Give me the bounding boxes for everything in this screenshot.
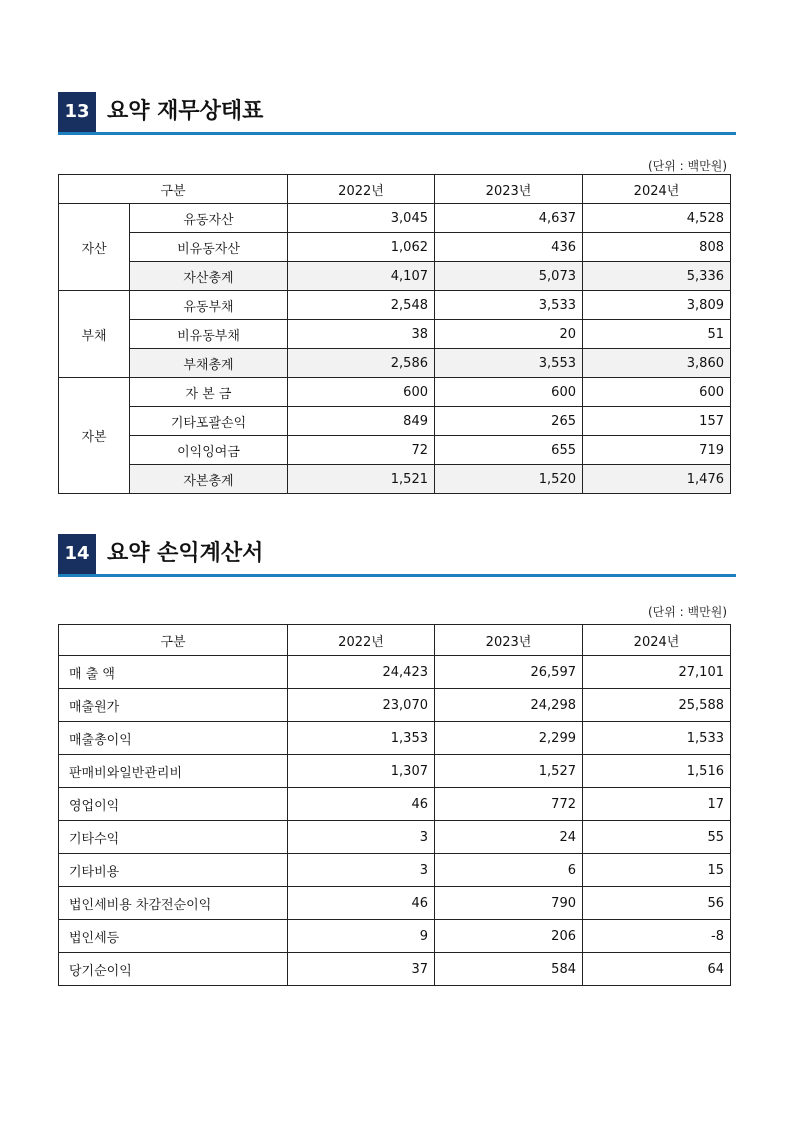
row-label: 기타비용	[59, 854, 288, 887]
cell-value: 1,516	[583, 755, 731, 788]
table-row	[59, 821, 731, 854]
cell-value: 1,307	[288, 755, 435, 788]
cell-value: 46	[288, 788, 435, 821]
cell-value: 772	[435, 788, 583, 821]
cell-value: 23,070	[288, 689, 435, 722]
cell-value: 600	[288, 378, 435, 407]
cell-value: 37	[288, 953, 435, 986]
row-label: 기타포괄손익	[130, 407, 288, 436]
section-title: 요약 손익계산서	[107, 541, 264, 566]
cell-value: 655	[435, 436, 583, 465]
group-label: 자본	[59, 378, 130, 494]
cell-value: 56	[583, 887, 731, 920]
cell-value: 3,045	[288, 204, 435, 233]
cell-value: -8	[583, 920, 731, 953]
group-label: 자산	[59, 204, 130, 291]
cell-value: 3	[288, 821, 435, 854]
cell-value: 2,586	[288, 349, 435, 378]
table-row	[59, 920, 731, 953]
cell-value: 2,548	[288, 291, 435, 320]
cell-value: 3,809	[583, 291, 731, 320]
table-row	[59, 407, 731, 436]
cell-value: 3	[288, 854, 435, 887]
section-divider	[58, 574, 736, 577]
income-statement-header	[58, 534, 736, 578]
cell-value: 436	[435, 233, 583, 262]
cell-value: 64	[583, 953, 731, 986]
cell-value: 1,520	[435, 465, 583, 494]
cell-value: 808	[583, 233, 731, 262]
row-label: 비유동부채	[130, 320, 288, 349]
cell-value: 3,553	[435, 349, 583, 378]
cell-value: 38	[288, 320, 435, 349]
cell-value: 3,860	[583, 349, 731, 378]
cell-value: 5,073	[435, 262, 583, 291]
row-label: 자본총계	[130, 465, 288, 494]
row-label: 법인세비용 차감전순이익	[59, 887, 288, 920]
row-label: 자 본 금	[130, 378, 288, 407]
cell-value: 849	[288, 407, 435, 436]
cell-value: 600	[583, 378, 731, 407]
cell-value: 24,423	[288, 656, 435, 689]
cell-value: 1,062	[288, 233, 435, 262]
cell-value: 46	[288, 887, 435, 920]
cell-value: 24	[435, 821, 583, 854]
cell-value: 24,298	[435, 689, 583, 722]
cell-value: 206	[435, 920, 583, 953]
cell-value: 790	[435, 887, 583, 920]
row-label: 당기순이익	[59, 953, 288, 986]
section-number-badge: 14	[58, 534, 96, 574]
table-row	[59, 689, 731, 722]
cell-value: 2,299	[435, 722, 583, 755]
header-year: 2022년	[288, 625, 435, 656]
table-row	[59, 953, 731, 986]
row-label: 매출총이익	[59, 722, 288, 755]
table-header-row	[59, 175, 731, 204]
cell-value: 1,533	[583, 722, 731, 755]
section-divider	[58, 132, 736, 135]
row-label: 영업이익	[59, 788, 288, 821]
row-label: 자산총계	[130, 262, 288, 291]
row-label: 부채총계	[130, 349, 288, 378]
cell-value: 265	[435, 407, 583, 436]
table-row	[59, 887, 731, 920]
cell-value: 600	[435, 378, 583, 407]
row-label: 매출원가	[59, 689, 288, 722]
table-header-row	[59, 625, 731, 656]
header-year: 2024년	[583, 175, 731, 204]
row-label: 유동자산	[130, 204, 288, 233]
header-category: 구분	[59, 175, 288, 204]
table-row	[59, 233, 731, 262]
table-row	[59, 656, 731, 689]
table-row-total	[59, 262, 731, 291]
cell-value: 3,533	[435, 291, 583, 320]
balance-sheet-header	[58, 92, 736, 136]
row-label: 유동부채	[130, 291, 288, 320]
row-label: 판매비와일반관리비	[59, 755, 288, 788]
cell-value: 6	[435, 854, 583, 887]
header-year: 2023년	[435, 625, 583, 656]
header-year: 2022년	[288, 175, 435, 204]
cell-value: 1,521	[288, 465, 435, 494]
table-row-total	[59, 349, 731, 378]
row-label: 기타수익	[59, 821, 288, 854]
cell-value: 1,476	[583, 465, 731, 494]
cell-value: 1,353	[288, 722, 435, 755]
table-row	[59, 378, 731, 407]
cell-value: 55	[583, 821, 731, 854]
cell-value: 72	[288, 436, 435, 465]
group-label: 부채	[59, 291, 130, 378]
table-row	[59, 436, 731, 465]
table-row	[59, 320, 731, 349]
cell-value: 719	[583, 436, 731, 465]
table-row	[59, 788, 731, 821]
section-number-badge: 13	[58, 92, 96, 132]
row-label: 법인세등	[59, 920, 288, 953]
header-year: 2024년	[583, 625, 731, 656]
cell-value: 5,336	[583, 262, 731, 291]
cell-value: 51	[583, 320, 731, 349]
cell-value: 1,527	[435, 755, 583, 788]
cell-value: 25,588	[583, 689, 731, 722]
table-row	[59, 204, 731, 233]
header-category: 구분	[59, 625, 288, 656]
table-row	[59, 291, 731, 320]
header-year: 2023년	[435, 175, 583, 204]
cell-value: 15	[583, 854, 731, 887]
row-label: 비유동자산	[130, 233, 288, 262]
balance-sheet-table	[58, 174, 731, 494]
cell-value: 17	[583, 788, 731, 821]
cell-value: 9	[288, 920, 435, 953]
row-label: 매 출 액	[59, 656, 288, 689]
cell-value: 4,528	[583, 204, 731, 233]
cell-value: 4,107	[288, 262, 435, 291]
cell-value: 157	[583, 407, 731, 436]
cell-value: 26,597	[435, 656, 583, 689]
table-row	[59, 755, 731, 788]
row-label: 이익잉여금	[130, 436, 288, 465]
section-title: 요약 재무상태표	[107, 99, 264, 124]
cell-value: 20	[435, 320, 583, 349]
table-row	[59, 854, 731, 887]
cell-value: 27,101	[583, 656, 731, 689]
income-statement-table	[58, 624, 731, 986]
table-row	[59, 722, 731, 755]
unit-label: (단위 : 백만원)	[648, 605, 727, 619]
unit-label: (단위 : 백만원)	[648, 159, 727, 173]
table-row-total	[59, 465, 731, 494]
cell-value: 584	[435, 953, 583, 986]
cell-value: 4,637	[435, 204, 583, 233]
